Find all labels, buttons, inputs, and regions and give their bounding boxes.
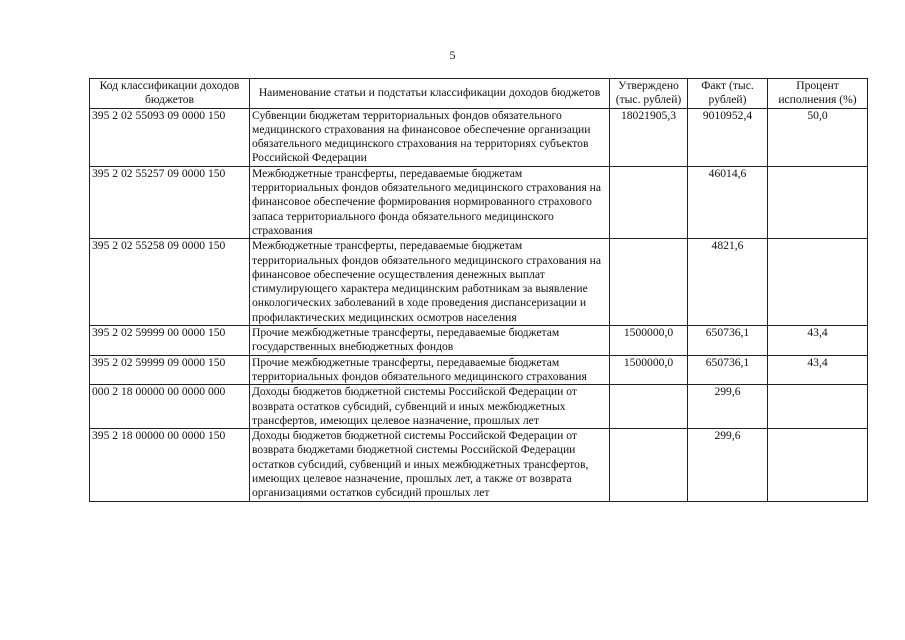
row-code: 395 2 02 59999 09 0000 150 <box>90 355 250 385</box>
row-code: 395 2 18 00000 00 0000 150 <box>90 429 250 501</box>
row-percent: 43,4 <box>768 326 868 356</box>
row-approved <box>610 166 688 238</box>
header-row <box>90 79 868 109</box>
table-row <box>90 355 868 385</box>
row-approved: 1500000,0 <box>610 355 688 385</box>
row-fact: 4821,6 <box>688 239 768 326</box>
row-percent <box>768 429 868 501</box>
row-name: Субвенции бюджетам территориальных фондов обязательного медицинского страхования на финансовое обеспечение организации обязательного медицинского страхования на территориях субъектов Российской Федерации <box>250 108 610 166</box>
table-row <box>90 239 868 326</box>
row-fact: 650736,1 <box>688 326 768 356</box>
row-code: 395 2 02 59999 00 0000 150 <box>90 326 250 356</box>
row-approved: 18021905,3 <box>610 108 688 166</box>
table-row <box>90 385 868 429</box>
row-approved <box>610 429 688 501</box>
row-approved <box>610 239 688 326</box>
header-approved: Утверждено (тыс. рублей) <box>610 79 688 109</box>
row-percent: 50,0 <box>768 108 868 166</box>
row-name: Межбюджетные трансферты, передаваемые бюджетам территориальных фондов обязательного медицинского страхования на финансовое обеспечение формирования нормированного страхового запаса территориального фонда обязательного медицинского страхования <box>250 166 610 238</box>
row-fact: 46014,6 <box>688 166 768 238</box>
header-fact: Факт (тыс. рублей) <box>688 79 768 109</box>
row-code: 000 2 18 00000 00 0000 000 <box>90 385 250 429</box>
table-row <box>90 108 868 166</box>
row-name: Межбюджетные трансферты, передаваемые бюджетам территориальных фондов обязательного медицинского страхования на финансовое обеспечение осуществления денежных выплат стимулирующего характера медицинским работникам за выявление онкологических заболеваний в ходе проведения диспансеризации и профилактических медицинских осмотров населения <box>250 239 610 326</box>
table-row <box>90 326 868 356</box>
row-percent: 43,4 <box>768 355 868 385</box>
row-name: Прочие межбюджетные трансферты, передаваемые бюджетам государственных внебюджетных фондов <box>250 326 610 356</box>
header-code: Код классификации доходов бюджетов <box>90 79 250 109</box>
row-percent <box>768 239 868 326</box>
header-percent: Процент исполнения (%) <box>768 79 868 109</box>
row-code: 395 2 02 55258 09 0000 150 <box>90 239 250 326</box>
row-approved <box>610 385 688 429</box>
row-fact: 9010952,4 <box>688 108 768 166</box>
row-name: Прочие межбюджетные трансферты, передаваемые бюджетам территориальных фондов обязательного медицинского страхования <box>250 355 610 385</box>
row-fact: 650736,1 <box>688 355 768 385</box>
row-percent <box>768 166 868 238</box>
row-code: 395 2 02 55093 09 0000 150 <box>90 108 250 166</box>
table-body <box>90 108 868 501</box>
row-code: 395 2 02 55257 09 0000 150 <box>90 166 250 238</box>
header-name: Наименование статьи и подстатьи классификации доходов бюджетов <box>250 79 610 109</box>
row-name: Доходы бюджетов бюджетной системы Российской Федерации от возврата остатков субсидий, субвенций и иных межбюджетных трансфертов, имеющих целевое назначение, прошлых лет <box>250 385 610 429</box>
row-fact: 299,6 <box>688 429 768 501</box>
row-percent <box>768 385 868 429</box>
page-number: 5 <box>449 48 456 62</box>
row-fact: 299,6 <box>688 385 768 429</box>
budget-revenue-table <box>89 78 868 502</box>
table-header <box>90 79 868 109</box>
table-row <box>90 429 868 501</box>
table-row <box>90 166 868 238</box>
row-name: Доходы бюджетов бюджетной системы Российской Федерации от возврата бюджетами бюджетной системы Российской Федерации остатков субсидий, субвенций и иных межбюджетных трансфертов, имеющих целевое назначение, прошлых лет, а также от возврата организациями остатков субсидий прошлых лет <box>250 429 610 501</box>
row-approved: 1500000,0 <box>610 326 688 356</box>
